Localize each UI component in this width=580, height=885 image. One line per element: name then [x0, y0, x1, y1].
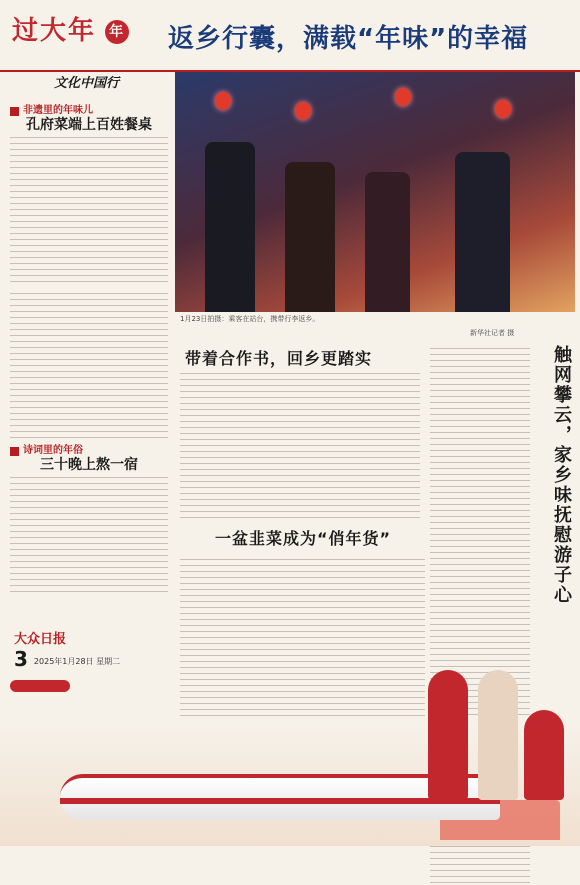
lantern-icon [495, 100, 511, 118]
left-column [10, 100, 168, 620]
section-tag-label: 非遗里的年味儿 [23, 105, 93, 116]
traveler-figure [455, 152, 510, 312]
page-header [0, 0, 580, 72]
traveler-figure [285, 162, 335, 312]
lantern-icon [295, 102, 311, 120]
section-marker-icon [10, 107, 19, 116]
main-article-title: 带着合作书，回乡更踏实 [185, 349, 373, 368]
second-article-title: 一盆韭菜成为“俏年货” [215, 529, 392, 548]
masthead-brand: 大众日报 [14, 632, 67, 647]
sub-brand: 文化中国行 [54, 76, 120, 91]
plane-icon [10, 680, 70, 692]
article-body [10, 134, 168, 284]
logo-seal: 年 [105, 20, 129, 44]
publish-date: 2025年1月28日 星期二 [33, 656, 121, 666]
traveler-figure [365, 172, 410, 312]
person-figure [428, 670, 468, 800]
section-logo [12, 10, 152, 60]
page-headline: 返乡行囊，满载“年味”的幸福 [168, 24, 529, 54]
logo-text: 过大年 [12, 16, 97, 46]
lantern-icon [395, 88, 411, 106]
lantern-icon [215, 92, 231, 110]
photo-caption: 1月23日拍摄：乘客在站台，携带行李返乡。 [180, 315, 320, 323]
article-body [10, 290, 168, 440]
masthead [14, 628, 164, 671]
page-number: 3 [14, 647, 28, 671]
station-photo [175, 72, 575, 312]
section-tag-1 [10, 106, 168, 116]
people-illustration [418, 650, 568, 800]
section-tag-2 [10, 446, 168, 456]
photo-credit: 新华社记者 摄 [470, 329, 515, 337]
section-tag-label: 诗词里的年俗 [23, 445, 83, 456]
child-figure [524, 710, 564, 800]
right-vertical-title: 触网攀云，家乡味抚慰游子心 [551, 345, 572, 605]
section-marker-icon [10, 447, 19, 456]
person-figure [478, 670, 518, 800]
article-title: 三十晚上熬一宿 [40, 457, 138, 473]
article-title: 孔府菜端上百姓餐桌 [26, 117, 152, 133]
traveler-figure [205, 142, 255, 312]
main-article-body [180, 370, 420, 520]
article-body [10, 474, 168, 594]
